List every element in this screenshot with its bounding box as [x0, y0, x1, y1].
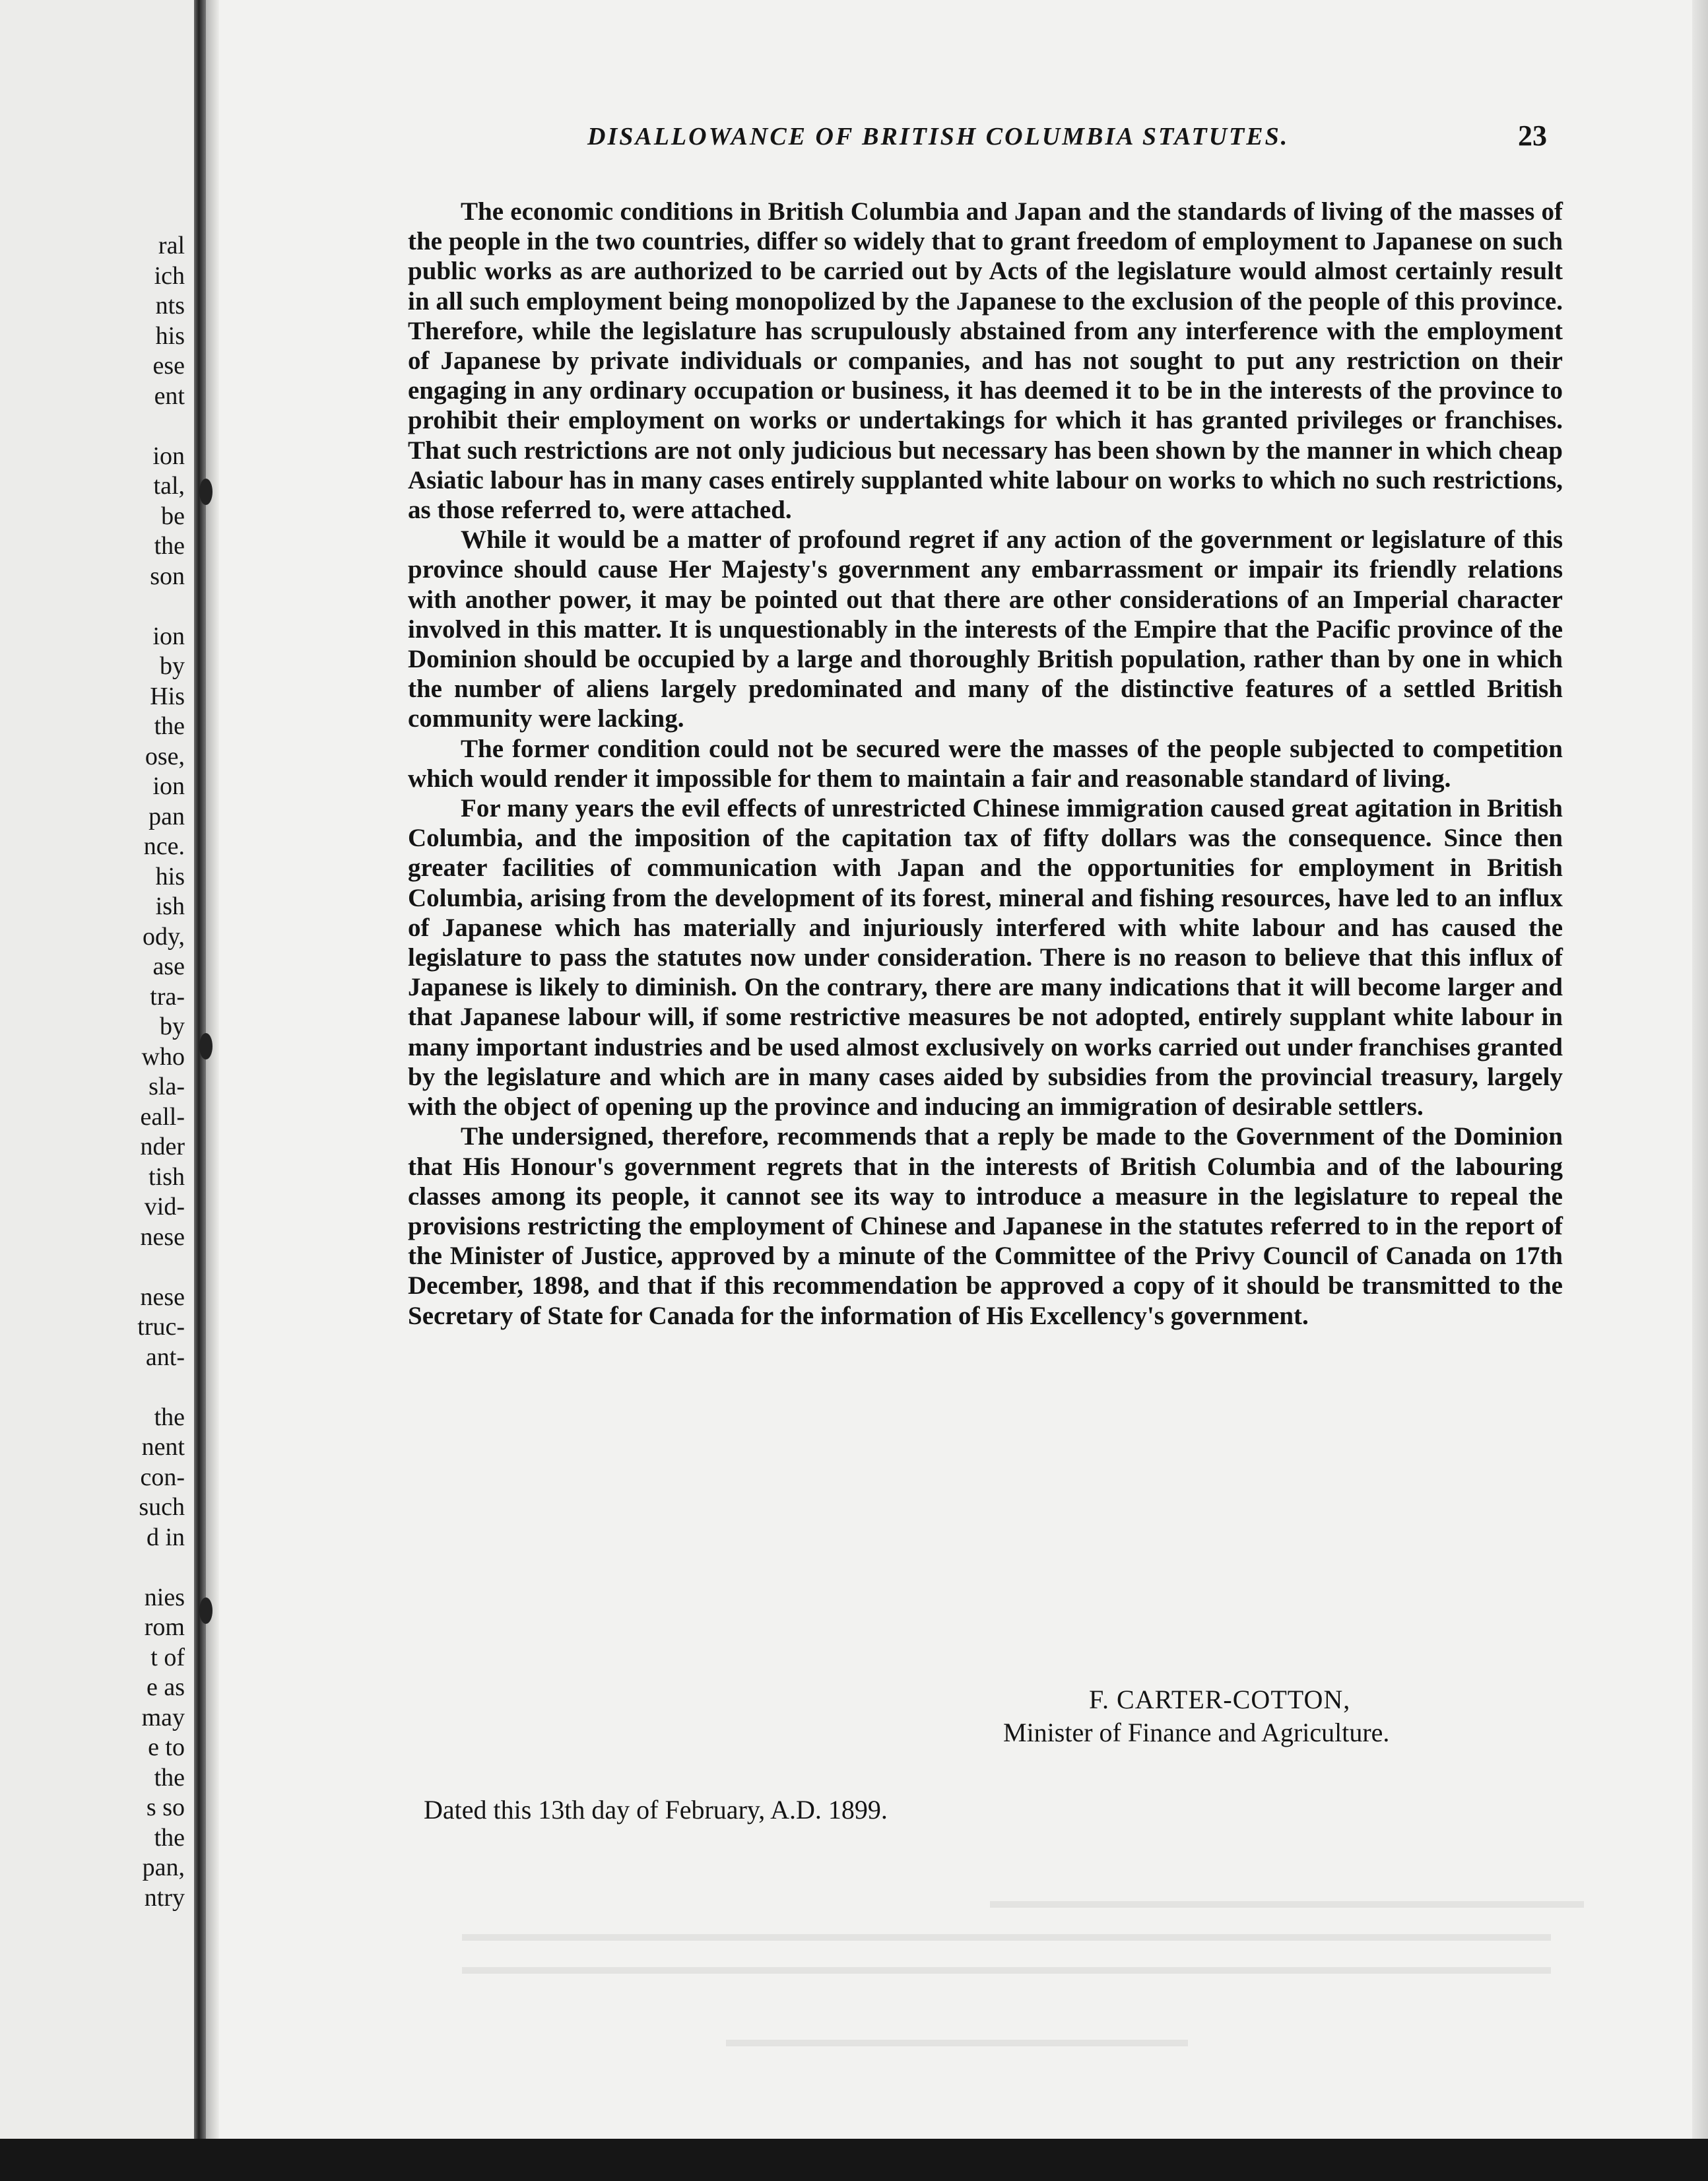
- facing-page-fragment: be: [161, 502, 185, 530]
- fragment-gap: [0, 1372, 185, 1403]
- facing-page-fragment: vid-: [144, 1193, 185, 1221]
- facing-page-fragment: nder: [140, 1133, 185, 1160]
- facing-page-fragment: t of: [150, 1643, 185, 1671]
- facing-page-fragment: truc-: [137, 1313, 185, 1341]
- paragraph: While it would be a matter of profound regret if any action of the government or legislature of this province should cause Her Majesty's government any embarrassment or impair its friendly relations with another power, it may be pointed out that there are other considerations of an Imperial character involved in this matter. It is unquestionably in the interests of the Empire that the Pacific province of the Dominion should be occupied by a large and thoroughly British population, rather than by one in which the number of aliens largely predominated and many of the distinctive features of a settled British community were lacking.: [408, 525, 1563, 733]
- facing-page-fragment: ish: [155, 892, 185, 920]
- facing-page-fragment: ese: [152, 352, 185, 380]
- facing-page-fragment: by: [160, 1013, 185, 1040]
- facing-page-fragment: tra-: [150, 982, 185, 1011]
- binding-stitch: [199, 479, 213, 505]
- fragment-gap: [0, 1252, 185, 1283]
- fragment-gap: [0, 411, 185, 442]
- facing-page-fragment: d in: [146, 1523, 185, 1551]
- facing-page-fragment: nts: [155, 292, 185, 319]
- facing-page-fragment: ral: [158, 232, 185, 259]
- facing-page-fragment: his: [155, 321, 185, 350]
- page-number: 23: [1518, 119, 1547, 152]
- facing-page-fragment: ent: [154, 382, 185, 410]
- fragment-gap: [0, 591, 185, 622]
- facing-page-fragment: nese: [140, 1223, 185, 1251]
- facing-page-fragment: His: [150, 682, 185, 710]
- signer-title: Minister of Finance and Agriculture.: [1003, 1718, 1390, 1747]
- facing-page-fragment: s so: [146, 1794, 185, 1821]
- facing-page-text-fragments: [0, 231, 185, 1913]
- running-head: DISALLOWANCE OF BRITISH COLUMBIA STATUTES.: [587, 123, 1290, 151]
- facing-page-fragment: ion: [152, 772, 185, 800]
- paragraph: The former condition could not be secured were the masses of the people subjected to competition which would render it impossible for them to maintain a fair and reasonable standard of living.: [408, 734, 1563, 793]
- facing-page-fragment: nent: [141, 1433, 185, 1461]
- facing-page-fragment: con-: [140, 1463, 185, 1491]
- gutter-fold-shadow: [206, 0, 219, 2139]
- facing-page-fragment: ose,: [145, 742, 185, 770]
- facing-page-margin: [0, 0, 198, 2139]
- signature-block: [1003, 1683, 1531, 1749]
- scan-bottom-edge: [0, 2139, 1708, 2181]
- facing-page-fragment: who: [141, 1042, 185, 1071]
- paragraph: The undersigned, therefore, recommends that a reply be made to the Government of the Dominion that His Honour's government regrets that in the interests of British Columbia and of the labouring classes among its people, it cannot see its way to introduce a measure in the legislature to repeal the provisions restricting the employment of Chinese and Japanese in the statutes referred to in the report of the Minister of Justice, approved by a minute of the Committee of the Privy Council of Canada on 17th December, 1898, and that if this recommendation be approved a copy of it should be transmitted to the Secretary of State for Canada for the information of His Excellency's government.: [408, 1122, 1563, 1330]
- facing-page-fragment: ody,: [142, 922, 185, 951]
- binding-stitch: [199, 1033, 213, 1059]
- facing-page-fragment: e to: [148, 1733, 185, 1761]
- facing-page-fragment: pan: [148, 802, 185, 830]
- fragment-gap: [0, 1553, 185, 1583]
- facing-page-fragment: ich: [154, 261, 185, 290]
- facing-page-fragment: the: [154, 1763, 185, 1792]
- facing-page-fragment: eall-: [140, 1102, 185, 1131]
- facing-page-fragment: nese: [140, 1283, 185, 1311]
- body-text: [408, 197, 1563, 1331]
- binding-stitch: [199, 1597, 213, 1624]
- facing-page-fragment: son: [150, 562, 185, 590]
- facing-page-fragment: ntry: [144, 1883, 185, 1912]
- facing-page-fragment: the: [154, 712, 185, 740]
- facing-page-fragment: tal,: [153, 472, 185, 500]
- bleed-through-mark: [990, 1901, 1584, 1908]
- facing-page-fragment: ase: [152, 953, 185, 980]
- facing-page-fragment: tish: [148, 1162, 185, 1191]
- facing-page-fragment: his: [155, 862, 185, 890]
- facing-page-fragment: e as: [146, 1673, 185, 1701]
- date-line: Dated this 13th day of February, A.D. 1899.: [424, 1795, 888, 1825]
- bleed-through-mark: [726, 2040, 1188, 2046]
- page-edge-shadow: [1692, 0, 1708, 2139]
- facing-page-fragment: the: [154, 532, 185, 560]
- book-gutter: [194, 0, 206, 2139]
- facing-page-fragment: the: [154, 1823, 185, 1852]
- facing-page-fragment: ion: [152, 622, 185, 650]
- facing-page-fragment: the: [154, 1403, 185, 1431]
- facing-page-fragment: nies: [144, 1583, 185, 1611]
- facing-page-fragment: pan,: [142, 1854, 185, 1881]
- facing-page-fragment: such: [139, 1493, 185, 1521]
- facing-page-fragment: sla-: [148, 1073, 185, 1100]
- facing-page-fragment: rom: [144, 1613, 185, 1641]
- signer-name: F. CARTER-COTTON,: [1089, 1685, 1351, 1714]
- facing-page-fragment: ant-: [145, 1343, 185, 1371]
- facing-page-fragment: may: [141, 1703, 185, 1731]
- bleed-through-mark: [462, 1967, 1551, 1974]
- facing-page-fragment: nce.: [143, 832, 185, 860]
- facing-page-fragment: ion: [152, 442, 185, 470]
- bleed-through-mark: [462, 1934, 1551, 1941]
- paragraph: The economic conditions in British Columbia and Japan and the standards of living of the masses of the people in the two countries, differ so widely that to grant freedom of employment to Japanese on such public works as are authorized to be carried out by Acts of the legislature would almost certainly result in all such employment being monopolized by the Japanese to the exclusion of the people of this province. Therefore, while the legislature has scrupulously abstained from any interference with the employment of Japanese by private individuals or companies, and has not sought to put any restriction on their engaging in any ordinary occupation or business, it has deemed it to be in the interests of the province to prohibit their employment on works or undertakings for which it has granted privileges or franchises. That such restrictions are not only judicious but necessary has been shown by the manner in which cheap Asiatic labour has in many cases entirely supplanted white labour on works to which no such restrictions, as those referred to, were attached.: [408, 197, 1563, 525]
- facing-page-fragment: by: [160, 652, 185, 680]
- paragraph: For many years the evil effects of unrestricted Chinese immigration caused great agitation in British Columbia, and the imposition of the capitation tax of fifty dollars was the consequence. Since then greater facilities of communication with Japan and the opportunities for employment in British Columbia, arising from the development of its forest, mineral and fishing resources, have led to an influx of Japanese which has materially and injuriously interfered with white labour and has caused the legislature to pass the statutes now under consideration. There is no reason to believe that this influx of Japanese is likely to diminish. On the contrary, there are many indications that it will become larger and that Japanese labour will, if some restrictive measures be not adopted, entirely supplant white labour in many important industries and be used almost exclusively on works carried out under franchises granted by the legislature and which are in many cases aided by subsidies from the provincial treasury, largely with the object of opening up the province and inducing an immigration of desirable settlers.: [408, 794, 1563, 1122]
